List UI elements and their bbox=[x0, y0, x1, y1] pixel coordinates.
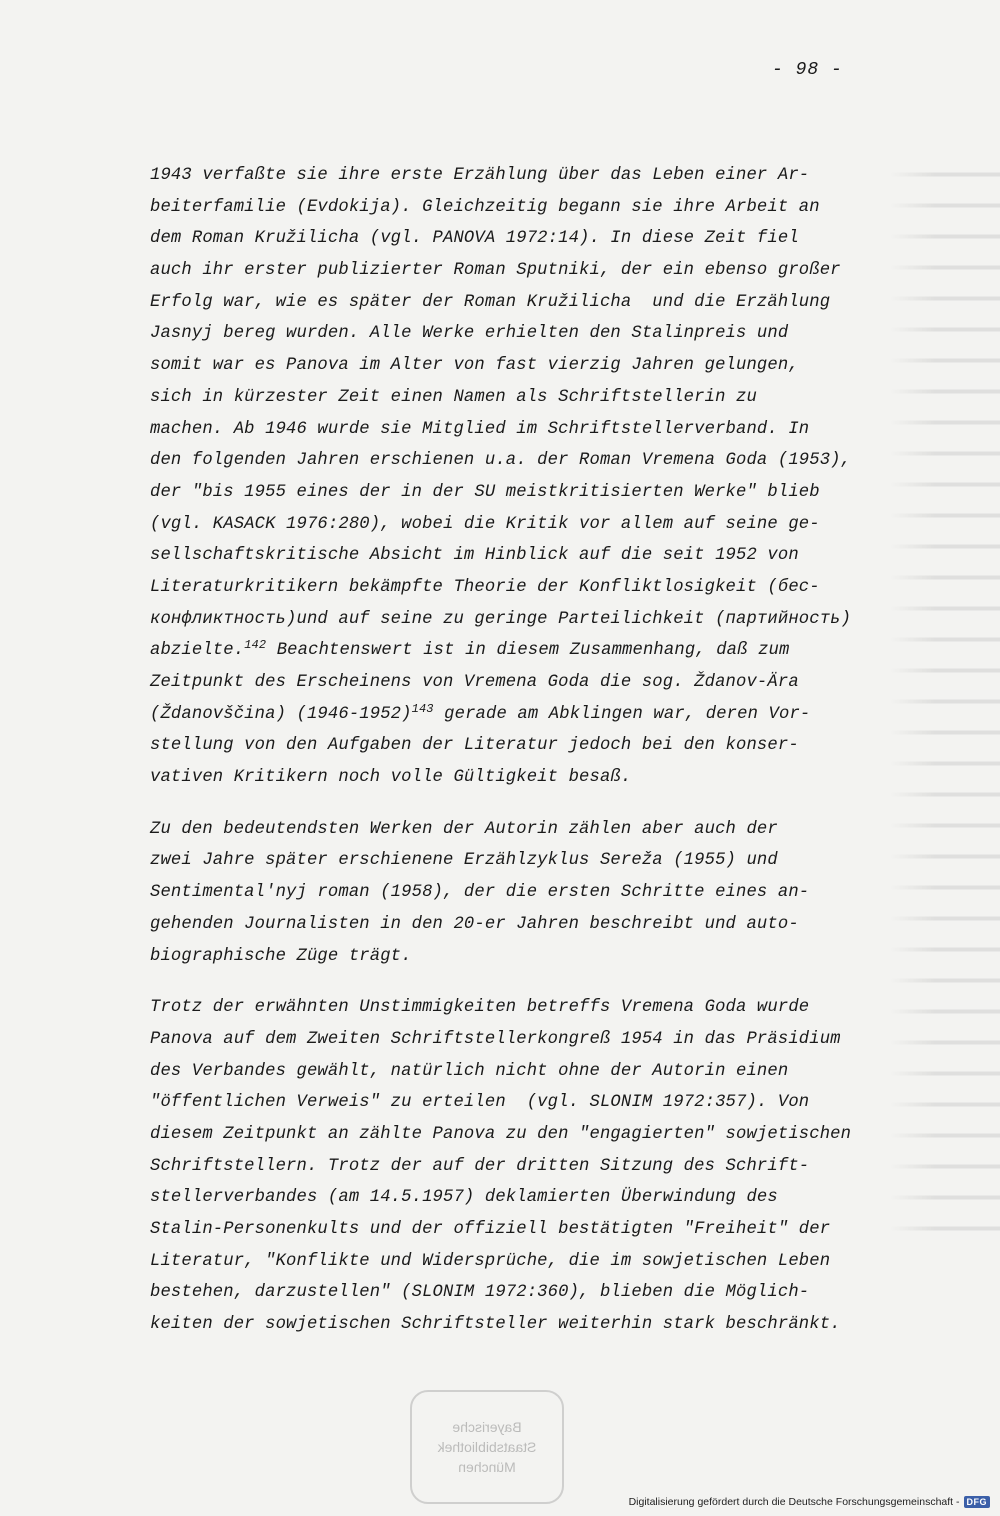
text-line bbox=[150, 192, 855, 224]
line-text: auch ihr erster publizierter Roman Sputniki, der ein ebenso großer bbox=[150, 261, 841, 281]
text-line bbox=[150, 255, 855, 287]
text-line bbox=[150, 814, 855, 846]
line-text: abzielte. bbox=[150, 641, 245, 661]
line-text: "öffentlichen Verweis" zu erteilen (vgl. SLONIM 1972:357). Von bbox=[150, 1093, 810, 1113]
line-text: Schriftstellern. Trotz der auf der dritten Sitzung des Schrift- bbox=[150, 1156, 810, 1176]
text-line bbox=[150, 877, 855, 909]
library-stamp bbox=[410, 1390, 564, 1504]
text-line bbox=[150, 509, 855, 541]
line-text: der "bis 1955 eines der in der SU meistkritisierten Werke" blieb bbox=[150, 482, 820, 502]
line-text: Zeitpunkt des Erscheinens von Vremena Goda die sog. Ždanov-Ära bbox=[150, 673, 799, 692]
text-line bbox=[150, 699, 855, 731]
line-text: zwei Jahre später erschienene Erzählzyklus Sereža (1955) und bbox=[150, 851, 778, 871]
text-line bbox=[150, 350, 855, 382]
paragraph bbox=[150, 160, 855, 794]
paragraph bbox=[150, 814, 855, 972]
line-text: machen. Ab 1946 wurde sie Mitglied im Schriftstellerverband. In bbox=[150, 419, 810, 439]
text-line bbox=[150, 223, 855, 255]
line-text: Panova auf dem Zweiten Schriftstellerkongreß 1954 in das Präsidium bbox=[150, 1029, 841, 1049]
text-line bbox=[150, 1182, 855, 1214]
line-text: Sentimental'nyj roman (1958), der die ersten Schritte eines an- bbox=[150, 883, 810, 903]
paragraph bbox=[150, 992, 855, 1341]
line-text: stellung von den Aufgaben der Literatur jedoch bei den konser- bbox=[150, 736, 799, 756]
line-text: somit war es Panova im Alter von fast vierzig Jahren gelungen, bbox=[150, 356, 799, 376]
line-text: Erfolg war, wie es später der Roman Kružilicha und die Erzählung bbox=[150, 292, 831, 312]
line-text: Literatur, "Konflikte und Widersprüche, die im sowjetischen Leben bbox=[150, 1251, 831, 1271]
line-text: beiterfamilie (Evdokija). Gleichzeitig begann sie ihre Arbeit an bbox=[150, 197, 820, 217]
dfg-logo-icon: DFG bbox=[964, 1496, 991, 1508]
line-text-continuation: Beachtenswert ist in diesem Zusammenhang, daß zum bbox=[266, 641, 790, 661]
text-line bbox=[150, 1309, 855, 1341]
stamp-line: Staatsbibliothek bbox=[437, 1439, 537, 1455]
line-text: gehenden Journalisten in den 20-er Jahren beschreibt und auto- bbox=[150, 914, 799, 934]
text-line bbox=[150, 572, 855, 604]
line-text: vativen Kritikern noch volle Gültigkeit besaß. bbox=[150, 768, 632, 788]
text-line bbox=[150, 845, 855, 877]
line-text: (Ždanovščina) (1946-1952) bbox=[150, 704, 412, 724]
footer-credit: Digitalisierung gefördert durch die Deutsche Forschungsgemeinschaft - bbox=[628, 1496, 960, 1508]
line-text: biographische Züge trägt. bbox=[150, 946, 412, 966]
text-line bbox=[150, 730, 855, 762]
text-line bbox=[150, 1056, 855, 1088]
line-text: den folgenden Jahren erschienen u.a. der Roman Vremena Goda (1953), bbox=[150, 451, 852, 471]
line-text: sellschaftskritische Absicht im Hinblick auf die seit 1952 von bbox=[150, 546, 799, 566]
text-line bbox=[150, 1246, 855, 1278]
text-line bbox=[150, 635, 855, 667]
line-text: (vgl. KASACK 1976:280), wobei die Kritik vor allem auf seine ge- bbox=[150, 514, 820, 534]
line-text: Trotz der erwähnten Unstimmigkeiten betreffs Vremena Goda wurde bbox=[150, 998, 810, 1018]
line-text: bestehen, darzustellen" (SLONIM 1972:360), blieben die Möglich- bbox=[150, 1283, 810, 1303]
line-text: Jasnyj bereg wurden. Alle Werke erhielten den Stalinpreis und bbox=[150, 324, 789, 344]
line-text: конфликтность)und auf seine zu geringe Parteilichkeit (партийность) bbox=[150, 609, 852, 629]
text-line bbox=[150, 604, 855, 636]
line-text: dem Roman Kružilicha (vgl. PANOVA 1972:14). In diese Zeit fiel bbox=[150, 229, 799, 249]
line-text: 1943 verfaßte sie ihre erste Erzählung über das Leben einer Ar- bbox=[150, 166, 810, 185]
text-line bbox=[150, 1119, 855, 1151]
text-line bbox=[150, 540, 855, 572]
text-line bbox=[150, 414, 855, 446]
bleed-through-shadow bbox=[890, 150, 1000, 1250]
text-line bbox=[150, 318, 855, 350]
line-text-continuation: gerade am Abklingen war, deren Vor- bbox=[433, 704, 811, 724]
line-text: Stalin-Personenkults und der offiziell bestätigten "Freiheit" der bbox=[150, 1220, 831, 1239]
line-text: sich in kürzester Zeit einen Namen als Schriftstellerin zu bbox=[150, 387, 757, 407]
text-line bbox=[150, 992, 855, 1024]
text-line bbox=[150, 382, 855, 414]
line-text: Literaturkritikern bekämpfte Theorie der Konfliktlosigkeit (бес- bbox=[150, 577, 820, 597]
stamp-line: Bayerische bbox=[452, 1419, 522, 1435]
text-line bbox=[150, 1087, 855, 1119]
text-line bbox=[150, 1277, 855, 1309]
footnote-marker: 142 bbox=[244, 638, 267, 653]
text-line bbox=[150, 909, 855, 941]
stamp-line: München bbox=[458, 1459, 516, 1475]
line-text: des Verbandes gewählt, natürlich nicht ohne der Autorin einen bbox=[150, 1061, 789, 1081]
footnote-marker: 143 bbox=[411, 701, 434, 716]
text-line bbox=[150, 941, 855, 973]
body-text bbox=[150, 160, 855, 1341]
text-line bbox=[150, 477, 855, 509]
footer bbox=[629, 1496, 990, 1508]
text-line bbox=[150, 1214, 855, 1246]
line-text: diesem Zeitpunkt an zählte Panova zu den "engagierten" sowjetischen bbox=[150, 1124, 852, 1144]
text-line bbox=[150, 445, 855, 477]
text-line bbox=[150, 762, 855, 794]
text-line bbox=[150, 160, 855, 192]
text-line bbox=[150, 667, 855, 699]
line-text: keiten der sowjetischen Schriftsteller weiterhin stark beschränkt. bbox=[150, 1315, 841, 1335]
line-text: Zu den bedeutendsten Werken der Autorin zählen aber auch der bbox=[150, 819, 778, 839]
page-number: - 98 - bbox=[772, 60, 843, 80]
line-text: stellerverbandes (am 14.5.1957) deklamierten Überwindung des bbox=[150, 1188, 778, 1208]
text-line bbox=[150, 1024, 855, 1056]
text-line bbox=[150, 1151, 855, 1183]
text-line bbox=[150, 287, 855, 319]
